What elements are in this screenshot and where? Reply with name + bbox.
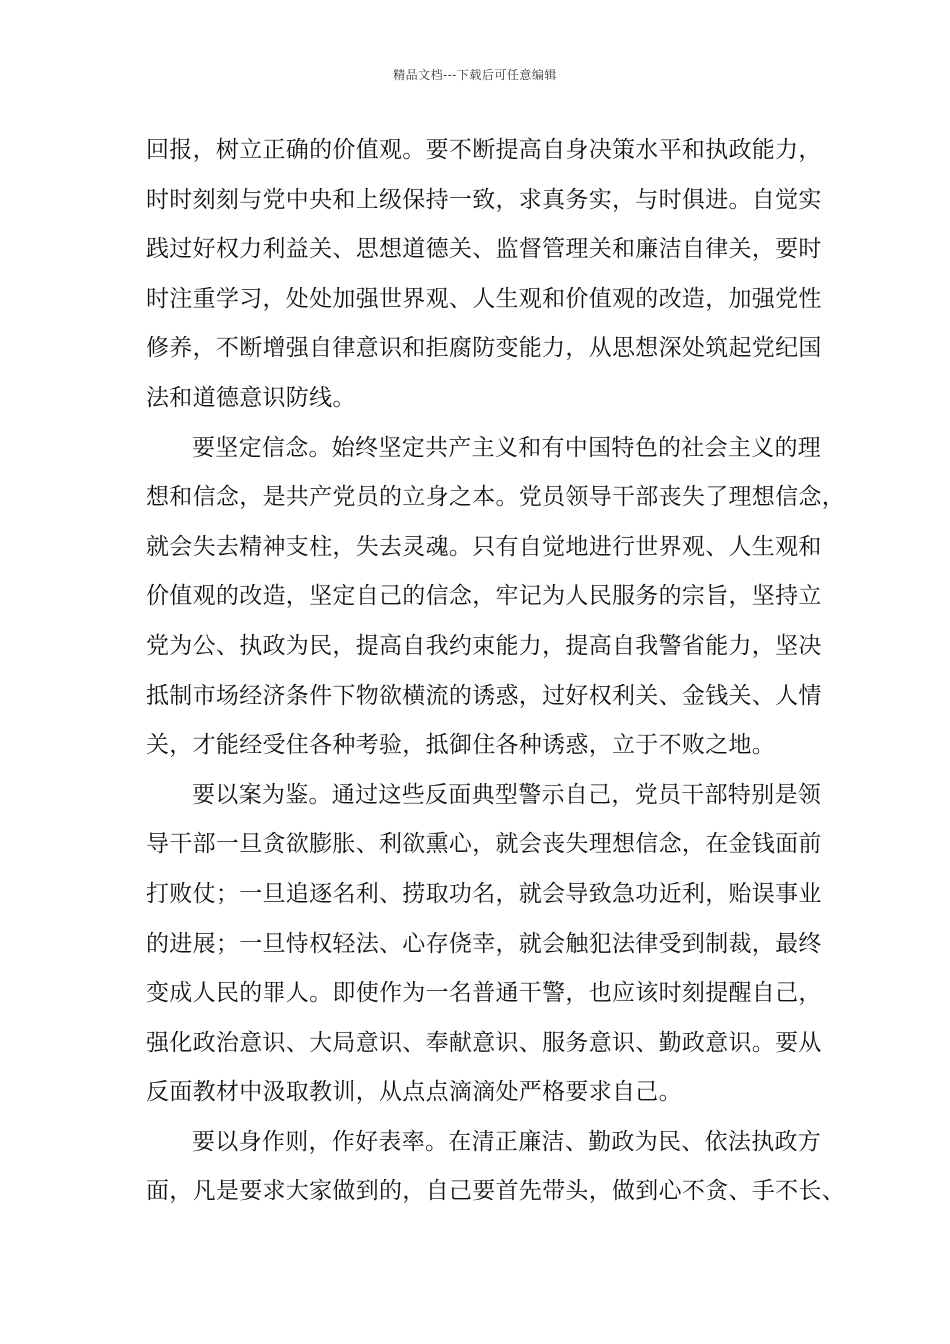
text-line: 要以身作则，作好表率。在清正廉洁、勤政为民、依法执政方 [192, 1128, 822, 1155]
text-line: 抵制市场经济条件下物欲横流的诱惑，过好权利关、金钱关、人情 [146, 682, 822, 709]
text-line: 想和信念，是共产党员的立身之本。党员领导干部丧失了理想信念， [146, 484, 845, 511]
text-line: 强化政治意识、大局意识、奉献意识、服务意识、勤政意识。要从 [146, 1029, 822, 1056]
text-line: 就会失去精神支柱，失去灵魂。只有自觉地进行世界观、人生观和 [146, 533, 822, 560]
text-line: 反面教材中汲取教训，从点点滴滴处严格要求自己。 [146, 1079, 682, 1106]
text-line: 变成人民的罪人。即使作为一名普通干警，也应该时刻提醒自己， [146, 980, 822, 1007]
text-line: 时注重学习，处处加强世界观、人生观和价值观的改造，加强党性 [146, 285, 822, 312]
text-line: 的进展；一旦恃权轻法、心存侥幸，就会触犯法律受到制裁，最终 [146, 930, 822, 957]
text-line: 关，才能经受住各种考验，抵御住各种诱惑，立于不败之地。 [146, 732, 776, 759]
text-line: 修养，不断增强自律意识和拒腐防变能力，从思想深处筑起党纪国 [146, 335, 822, 362]
text-line: 回报，树立正确的价值观。要不断提高自身决策水平和执政能力， [146, 137, 822, 163]
text-line: 时时刻刻与党中央和上级保持一致，求真务实，与时俱进。自觉实 [146, 186, 822, 213]
text-line: 打败仗；一旦追逐名利、捞取功名，就会导致急功近利，贻误事业 [146, 880, 822, 907]
text-line: 践过好权力利益关、思想道德关、监督管理关和廉洁自律关，要时 [146, 236, 822, 263]
text-line: 法和道德意识防线。 [146, 384, 356, 411]
text-line: 要坚定信念。始终坚定共产主义和有中国特色的社会主义的理 [192, 434, 822, 461]
text-line: 党为公、执政为民，提高自我约束能力，提高自我警省能力，坚决 [146, 632, 822, 659]
text-line: 价值观的改造，坚定自己的信念，牢记为人民服务的宗旨，坚持立 [146, 583, 822, 610]
text-line: 导干部一旦贪欲膨胀、利欲熏心，就会丧失理想信念，在金钱面前 [146, 831, 822, 858]
document-body [146, 126, 845, 1217]
text-line: 要以案为鉴。通过这些反面典型警示自己，党员干部特别是领 [192, 781, 822, 808]
page-header: 精品文档---下载后可任意编辑 [393, 68, 557, 82]
text-line: 面，凡是要求大家做到的，自己要首先带头，做到心不贪、手不长、 [146, 1178, 845, 1205]
